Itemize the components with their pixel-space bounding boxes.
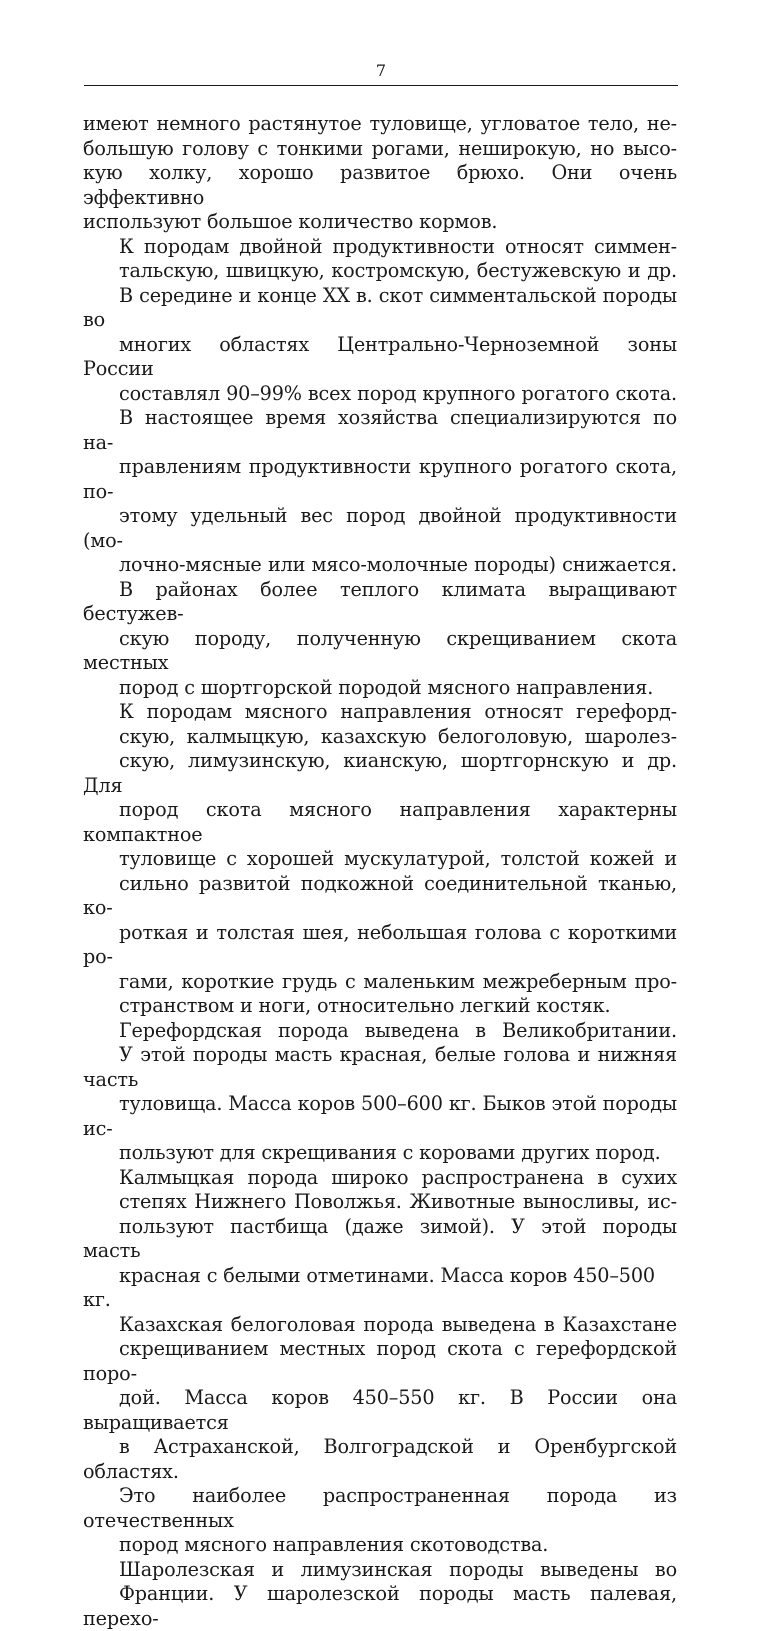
text-line: составлял 90–99% всех пород крупного рогатого скота.: [83, 382, 677, 407]
text-line: пород с шортгорской породой мясного направления.: [83, 676, 677, 701]
text-line: скую породу, полученную скрещиванием скота местных: [83, 627, 677, 676]
text-line: туловища. Масса коров 500–600 кг. Быков этой породы ис-: [83, 1092, 677, 1141]
paragraph: [83, 1019, 677, 1166]
paragraph: [83, 700, 677, 1019]
text-line: многих областях Центрально-Черноземной зоны России: [83, 333, 677, 382]
page-header: [84, 58, 678, 86]
paragraph: [83, 1558, 677, 1631]
text-line: странством и ноги, относительно легкий костяк.: [83, 994, 677, 1019]
text-line: Франции. У шаролезской породы масть палевая, перехо-: [83, 1582, 677, 1631]
text-line: скую, калмыцкую, казахскую белоголовую, шаролез-: [83, 725, 677, 750]
text-line: В середине и конце XX в. скот симментальской породы во: [83, 284, 677, 333]
text-line: туловище с хорошей мускулатурой, толстой кожей и: [83, 847, 677, 872]
text-line: Калмыцкая порода широко распространена в сухих: [83, 1166, 677, 1191]
text-body: [83, 112, 677, 1631]
text-line: Казахская белоголовая порода выведена в Казахстане: [83, 1313, 677, 1338]
paragraph: [83, 1166, 677, 1313]
text-line: правлениям продуктивности крупного рогатого скота, по-: [83, 455, 677, 504]
text-line: пользуют для скрещивания с коровами других пород.: [83, 1141, 677, 1166]
text-line: пород мясного направления скотоводства.: [83, 1533, 677, 1558]
text-line: роткая и толстая шея, небольшая голова с короткими ро-: [83, 921, 677, 970]
text-line: имеют немного растянутое туловище, угловатое тело, не-: [83, 112, 677, 137]
text-line: Это наиболее распространенная порода из отечественных: [83, 1484, 677, 1533]
text-line: У этой породы масть красная, белые голова и нижняя часть: [83, 1043, 677, 1092]
text-line: этому удельный вес пород двойной продуктивности (мо-: [83, 504, 677, 553]
text-line: скрещиванием местных пород скота с герефордской поро-: [83, 1337, 677, 1386]
text-line: степях Нижнего Поволжья. Животные выносливы, ис-: [83, 1190, 677, 1215]
text-line: в Астраханской, Волгоградской и Оренбургской областях.: [83, 1435, 677, 1484]
text-line: пород скота мясного направления характерны компактное: [83, 798, 677, 847]
paragraph: [83, 1313, 677, 1558]
text-line: гами, короткие грудь с маленьким межреберным про-: [83, 970, 677, 995]
text-line: К породам двойной продуктивности относят симмен-: [83, 235, 677, 260]
header-rule: [84, 85, 678, 86]
text-line: дой. Масса коров 450–550 кг. В России она выращивается: [83, 1386, 677, 1435]
text-line: кую холку, хорошо развитое брюхо. Они очень эффективно: [83, 161, 677, 210]
paragraph: [83, 235, 677, 701]
text-line: В районах более теплого климата выращивают бестужев-: [83, 578, 677, 627]
text-line: Герефордская порода выведена в Великобритании.: [83, 1019, 677, 1044]
text-line: используют большое количество кормов.: [83, 210, 677, 235]
text-line: В настоящее время хозяйства специализируются по на-: [83, 406, 677, 455]
text-line: К породам мясного направления относят герефорд-: [83, 700, 677, 725]
text-line: пользуют пастбища (даже зимой). У этой породы масть: [83, 1215, 677, 1264]
text-line: красная с белыми отметинами. Масса коров 450–500 кг.: [83, 1264, 677, 1313]
text-line: лочно-мясные или мясо-молочные породы) снижается.: [83, 553, 677, 578]
text-line: сильно развитой подкожной соединительной тканью, ко-: [83, 872, 677, 921]
text-line: скую, лимузинскую, кианскую, шортгорнскую и др. Для: [83, 749, 677, 798]
text-line: тальскую, швицкую, костромскую, бестужевскую и др.: [83, 259, 677, 284]
paragraph: [83, 112, 677, 235]
page-number: 7: [84, 62, 678, 80]
text-line: большую голову с тонкими рогами, неширокую, но высо-: [83, 137, 677, 162]
text-line: Шаролезская и лимузинская породы выведены во: [83, 1558, 677, 1583]
